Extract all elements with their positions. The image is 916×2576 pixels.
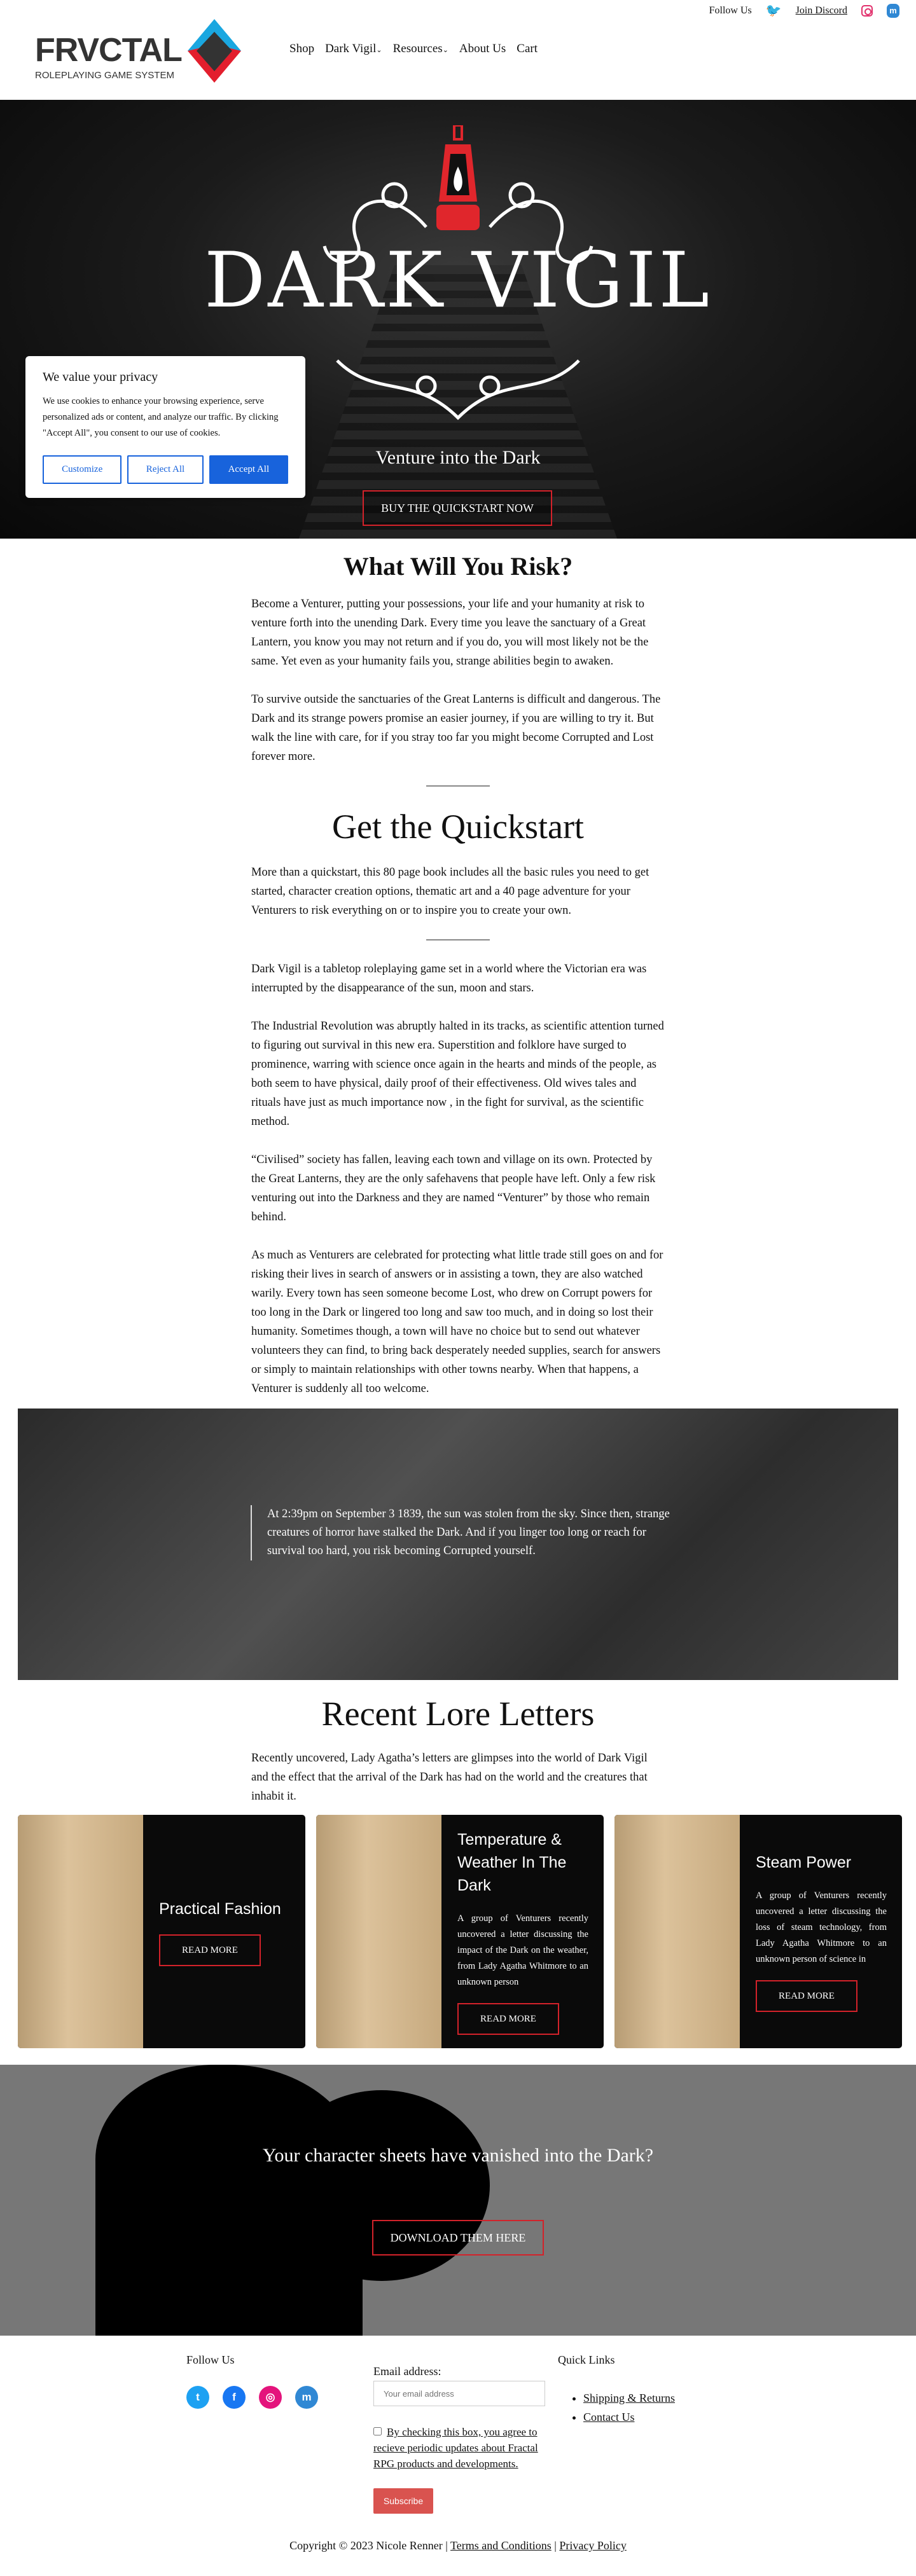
lore-paragraph: “Civilised” society has fallen, leaving each town and village on its own. Protected by the Great Lanterns, they are the only safehavens that people have left. Only a few risk venturing out into the Darkness and they are named “Venturer” by those who remain behind. xyxy=(251,1154,656,1223)
nav-resources[interactable] xyxy=(393,42,448,56)
quickstart-paragraph: More than a quickstart, this 80 page book includes all the basic rules you need to get started, character creation options, thematic art and a 40 page adventure for your Venturers to risk everything on or to inspire you to create your own. xyxy=(251,866,649,917)
privacy-link[interactable]: Privacy Policy xyxy=(559,2539,627,2552)
cookie-accept-button[interactable]: Accept All xyxy=(209,455,288,484)
card-title: Temperature & Weather In The Dark xyxy=(457,1831,567,1894)
fractal-logo[interactable] xyxy=(35,19,245,83)
letter-illustration xyxy=(316,1815,441,2048)
read-more-button[interactable]: READ MORE xyxy=(457,2003,559,2035)
copyright-bar xyxy=(0,2539,916,2552)
card-excerpt: A group of Venturers recently uncovered a letter discussing the loss of steam technology, from Lady Agatha Whitmore to an unknown person of science in xyxy=(756,1891,887,1964)
nav-label: Resources xyxy=(392,42,443,55)
nav-label: About Us xyxy=(459,42,506,55)
quickstart-heading: Get the Quickstart xyxy=(332,808,584,846)
join-discord-link[interactable]: Join Discord xyxy=(795,4,847,16)
main-nav xyxy=(289,42,538,56)
consent-checkbox[interactable] xyxy=(373,2427,382,2435)
cookie-text: We use cookies to enhance your browsing experience, serve personalized ads or content, and analyze our traffic. By clicking "Accept All", you consent to our use of cookies. xyxy=(43,396,279,438)
separator: | xyxy=(554,2539,557,2552)
facebook-icon[interactable]: f xyxy=(223,2386,246,2409)
instagram-icon[interactable]: ◎ xyxy=(259,2386,282,2409)
nav-label: Dark Vigil xyxy=(325,42,377,55)
lore-cards xyxy=(18,1815,916,2048)
shipping-returns-link[interactable]: Shipping & Returns xyxy=(583,2392,676,2404)
read-more-button[interactable]: READ MORE xyxy=(756,1980,857,2012)
lore-paragraph: The Industrial Revolution was abruptly halted in its tracks, as scientific attention turned to figuring out survival in this new era. Superstition and folklore have surged to prominence, warring with science once again in the hearts and minds of the people, as both seem to have physical, daily proof of their effectiveness. Old wives tales and rituals have just as much importance now , in the fight for survival, as the scientific method. xyxy=(251,1020,664,1128)
footer xyxy=(0,2336,916,2576)
email-label: Email address: xyxy=(373,2365,441,2378)
nav-label: Cart xyxy=(517,42,538,55)
contact-us-link[interactable]: Contact Us xyxy=(583,2411,635,2423)
cookie-customize-button[interactable]: Customize xyxy=(43,455,121,484)
buy-quickstart-button[interactable]: BUY THE QUICKSTART NOW xyxy=(363,490,552,526)
train-illustration xyxy=(614,1815,740,2048)
nav-label: Shop xyxy=(289,42,315,55)
risk-paragraph: Become a Venturer, putting your possessions, your life and your humanity at risk to venture forth into the unending Dark. Every time you leave the sanctuary of a Great Lantern, you know you may not return and if you do, you will most likely not be the same. Yet even as your humanity fails you, strange abilities begin to awaken. xyxy=(251,598,649,668)
cookie-title: We value your privacy xyxy=(43,370,158,384)
email-input[interactable] xyxy=(373,2381,545,2406)
quote-text: At 2:39pm on September 3 1839, the sun was stolen from the sky. Since then, strange creatures of horror have stalked the Dark. And if you linger too long or reach for survival too hard, you risk becoming Corrupted yourself. xyxy=(251,1505,670,1560)
footer-follow-heading: Follow Us xyxy=(186,2353,235,2366)
card-title: Practical Fashion xyxy=(159,1899,281,1918)
copyright-text: Copyright © 2023 Nicole Renner | xyxy=(289,2539,448,2552)
card-title: Steam Power xyxy=(756,1854,852,1871)
main-content xyxy=(251,551,665,1398)
twitter-icon[interactable]: 🐦 xyxy=(765,4,782,18)
lore-card[interactable] xyxy=(614,1815,902,2048)
nav-about-us[interactable] xyxy=(459,42,506,56)
card-excerpt: A group of Venturers recently uncovered a letter discussing the impact of the Dark on the weather, from Lady Agatha Whitmore to an unknown person xyxy=(457,1913,588,1987)
hero-tagline: Venture into the Dark xyxy=(375,447,541,468)
consent-label[interactable] xyxy=(373,2424,548,2472)
quote-banner xyxy=(18,1409,898,1680)
divider xyxy=(426,939,490,940)
divider xyxy=(426,785,490,787)
character-sheets-text: Your character sheets have vanished into the Dark? xyxy=(262,2145,654,2166)
dark-vigil-logo-text: DARK VIGIL xyxy=(204,237,712,325)
nav-dark-vigil[interactable] xyxy=(325,42,382,56)
chevron-down-icon: ⌄ xyxy=(376,46,382,54)
lore-card[interactable] xyxy=(18,1815,305,2048)
lore-letters-intro-text: Recently uncovered, Lady Agatha’s letters are glimpses into the world of Dark Vigil and the effect that the arrival of the Dark has had on the world and the creatures that inhabit it. xyxy=(251,1752,648,1803)
mastodon-icon[interactable]: m xyxy=(295,2386,318,2409)
logo-subtitle: ROLEPLAYING GAME SYSTEM xyxy=(35,70,174,81)
risk-paragraph: To survive outside the sanctuaries of the Great Lanterns is difficult and dangerous. The Dark and its strange powers promise an easier journey, if you are willing to try it. But walk the line with care, for if you stray too far you might become Corrupted and Lost forever more. xyxy=(251,693,661,763)
risk-heading: What Will You Risk? xyxy=(343,552,573,581)
fashion-illustration xyxy=(18,1815,143,2048)
character-sheets-banner xyxy=(0,2065,916,2336)
subscribe-button[interactable]: Subscribe xyxy=(373,2488,433,2514)
follow-us-label: Follow Us xyxy=(709,4,752,16)
logo-wordmark: FRVCTAL xyxy=(35,32,182,69)
lore-letters-intro xyxy=(251,1693,665,1806)
consent-text: By checking this box, you agree to recieve periodic updates about Fractal RPG products and developments. xyxy=(373,2426,538,2470)
chevron-down-icon: ⌄ xyxy=(442,46,448,54)
twitter-icon[interactable]: t xyxy=(186,2386,209,2409)
lore-paragraph: Dark Vigil is a tabletop roleplaying game set in a world where the Victorian era was interrupted by the disappearance of the sun, moon and stars. xyxy=(251,963,647,995)
lore-card[interactable] xyxy=(316,1815,604,2048)
terms-link[interactable]: Terms and Conditions xyxy=(450,2539,552,2552)
diamond-logo-icon xyxy=(188,19,241,83)
cookie-reject-button[interactable]: Reject All xyxy=(127,455,203,484)
nav-cart[interactable] xyxy=(517,42,538,56)
cookie-consent-banner xyxy=(25,356,305,498)
lore-paragraph: As much as Venturers are celebrated for protecting what little trade still goes on and for risking their lives in search of answers or in assisting a town, they are also watched warily. Every town has seen someone become Lost, who drew on Corrupt powers for too long in the Dark or lingered too long and saw too much, and in doing so lost their humanity. Sometimes though, a town will have no choice but to send out whatever volunteers they can find, to bring back desperately needed supplies, search for answers or simply to maintain relationships with other towns nearby. When that happens, a Venturer is suddenly all too welcome. xyxy=(251,1249,663,1395)
lore-letters-heading: Recent Lore Letters xyxy=(321,1695,595,1733)
quick-links-heading: Quick Links xyxy=(558,2353,615,2366)
mastodon-icon[interactable]: m xyxy=(887,4,899,18)
download-sheets-button[interactable]: DOWNLOAD THEM HERE xyxy=(372,2220,544,2256)
instagram-icon[interactable] xyxy=(861,5,873,17)
read-more-button[interactable]: READ MORE xyxy=(159,1934,261,1966)
top-social-bar xyxy=(709,3,899,18)
nav-shop[interactable] xyxy=(289,42,314,56)
site-header xyxy=(0,0,916,100)
